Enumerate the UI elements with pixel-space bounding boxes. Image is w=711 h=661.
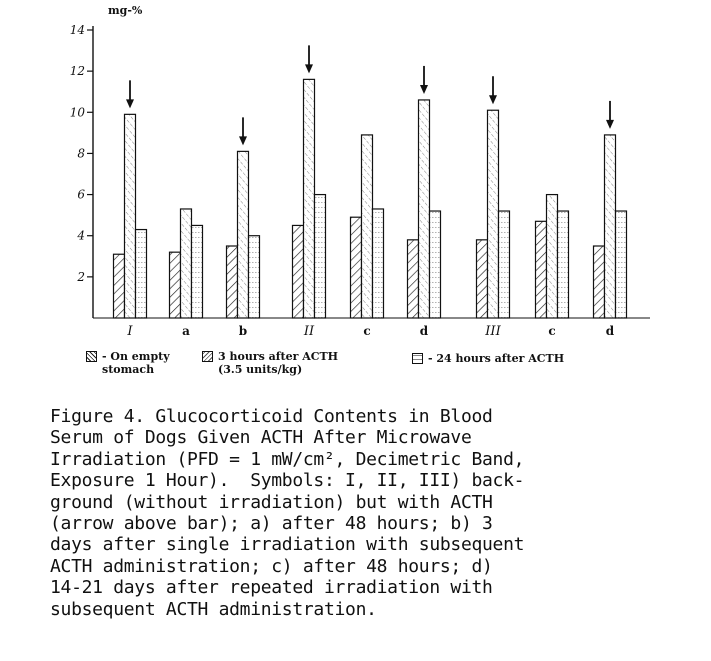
- bar-group-5-series-1: [351, 217, 362, 318]
- bar-group-5-series-2: [362, 135, 373, 318]
- category-label: I: [127, 324, 133, 339]
- bar-group-1-series-2: [125, 114, 136, 318]
- bar-group-9-series-3: [616, 211, 627, 318]
- bar-group-2-series-3: [192, 225, 203, 318]
- acth-arrow-icon: [420, 66, 428, 94]
- bars-layer: [114, 45, 627, 318]
- acth-arrow-icon: [126, 80, 134, 108]
- acth-arrow-icon: [239, 117, 247, 145]
- y-tick-label: 2: [77, 269, 85, 284]
- legend-label-24-hours: - 24 hours after ACTH: [428, 352, 565, 365]
- category-label: d: [605, 324, 615, 338]
- bar-group-4-series-3: [315, 195, 326, 318]
- bar-group-8-series-3: [558, 211, 569, 318]
- legend-swatch-24-hours: [412, 353, 423, 364]
- acth-arrow-icon: [489, 76, 497, 104]
- bar-group-8-series-1: [536, 221, 547, 318]
- bar-group-4-series-2: [304, 79, 315, 318]
- y-tick-label: 10: [69, 105, 85, 120]
- bar-group-5-series-3: [373, 209, 384, 318]
- y-tick-label: 8: [77, 146, 85, 161]
- category-label: a: [182, 324, 190, 338]
- bar-group-7-series-1: [477, 240, 488, 318]
- legend-entry-24-hours: [412, 352, 564, 365]
- y-axis-label: mg-%: [108, 4, 143, 17]
- bar-group-6-series-2: [419, 100, 430, 318]
- y-tick-label: 12: [69, 64, 85, 79]
- acth-arrow-icon: [606, 101, 614, 129]
- bar-group-3-series-2: [238, 151, 249, 318]
- category-label: III: [485, 324, 501, 339]
- bar-group-4-series-1: [293, 225, 304, 318]
- figure-caption: Figure 4. Glucocorticoid Contents in Blood Serum of Dogs Given ACTH After Microwave Irradiation (PFD = 1 mW/cm², Decimetric Band, Exposure 1 Hour). Symbols: I, II, III) back- ground (without irradiation) but with ACTH (arrow above bar); a) after 48 hours; b) 3 days after single irradiation with subsequent ACTH administration; c) after 48 hours; d) 14-21 days after repeated irradiation with subsequent ACTH administration.: [50, 406, 525, 620]
- bar-group-6-series-1: [408, 240, 419, 318]
- y-tick-label: 6: [77, 187, 85, 202]
- legend-entry-empty-stomach: [86, 350, 170, 376]
- category-label: II: [303, 324, 315, 339]
- bar-group-6-series-3: [430, 211, 441, 318]
- bar-group-1-series-1: [114, 254, 125, 318]
- bar-group-8-series-2: [547, 195, 558, 318]
- labels-layer: [126, 324, 614, 339]
- category-label: d: [419, 324, 429, 338]
- legend: [86, 350, 646, 390]
- bar-group-9-series-2: [605, 135, 616, 318]
- legend-label-empty-stomach: - On empty stomach: [102, 350, 170, 376]
- legend-swatch-3-hours: [202, 351, 213, 362]
- legend-label-3-hours: 3 hours after ACTH (3.5 units/kg): [218, 350, 339, 376]
- bar-group-2-series-2: [181, 209, 192, 318]
- bar-group-9-series-1: [594, 246, 605, 318]
- acth-arrow-icon: [305, 45, 313, 73]
- category-label: c: [363, 324, 371, 338]
- legend-swatch-empty-stomach: [86, 351, 97, 362]
- category-label: b: [238, 324, 248, 338]
- bar-group-7-series-3: [499, 211, 510, 318]
- bar-group-1-series-3: [136, 230, 147, 318]
- bar-group-3-series-3: [249, 236, 260, 318]
- bar-group-2-series-1: [170, 252, 181, 318]
- legend-entry-3-hours: [202, 350, 338, 376]
- bar-group-3-series-1: [227, 246, 238, 318]
- category-label: c: [548, 324, 556, 338]
- bar-group-7-series-2: [488, 110, 499, 318]
- y-tick-label: 4: [77, 228, 85, 243]
- y-tick-label: 14: [69, 23, 85, 37]
